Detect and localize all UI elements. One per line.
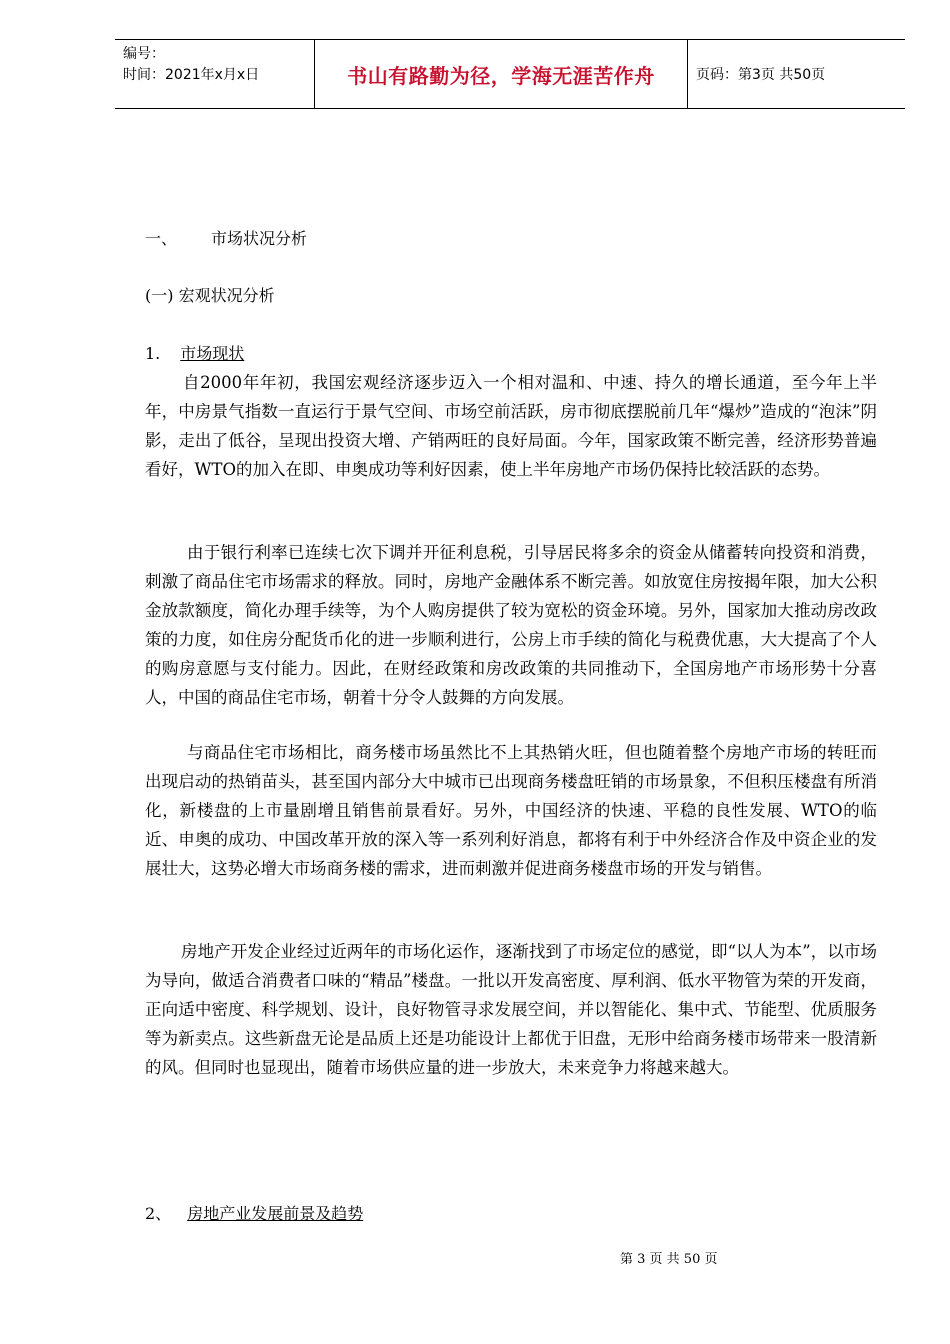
page-footer: 第 3 页 共 50 页 [620, 1252, 718, 1267]
header-motto: 书山有路勤为径，学海无涯苦作舟 [315, 40, 688, 108]
item-heading-1 [145, 341, 244, 364]
number-label: 编号： [123, 46, 165, 62]
item-title: 市场现状 [180, 344, 245, 363]
item-number: 1. [145, 344, 161, 363]
paragraph-2: 由于银行利率已连续七次下调并开征利息税，引导居民将多余的资金从储蓄转向投资和消费，刺激了商品住宅市场需求的释放。同时，房地产金融体系不断完善。如放宽住房按揭年限，加大公积金放款额度，简化办理手续等，为个人购房提供了较为宽松的资金环境。另外，国家加大推动房改政策的力度，如住房分配货币化的进一步顺利进行，公房上市手续的简化与税费优惠，大大提高了个人的购房意愿与支付能力。因此，在财经政策和房改政策的共同推动下，全国房地产市场形势十分喜人，中国的商品住宅市场，朝着十分令人鼓舞的方向发展。 [145, 543, 877, 707]
paragraph-1: 自2000年年初，我国宏观经济逐步迈入一个相对温和、中速、持久的增长通道，至今年上半年，中房景气指数一直运行于景气空间、市场空前活跃，房市彻底摆脱前几年“爆炒”造成的“泡沫”阴影，走出了低谷，呈现出投资大增、产销两旺的良好局面。今年，国家政策不断完善，经济形势普遍看好，WTO的加入在即、申奥成功等利好因素，使上半年房地产市场仍保持比较活跃的态势。 [145, 373, 877, 479]
subsection-heading: (一) 宏观状况分析 [145, 286, 275, 305]
section-heading-1 [145, 226, 307, 249]
item-title: 房地产业发展前景及趋势 [187, 1204, 364, 1223]
time-label: 时间：2021年x月x日 [123, 67, 260, 83]
paragraph-4: 房地产开发企业经过近两年的市场化运作，逐渐找到了市场定位的感觉，即“以人为本”，以市场为导向，做适合消费者口味的“精品”楼盘。一批以开发高密度、厚利润、低水平物管为荣的开发商，正向适中密度、科学规划、设计，良好物管寻求发展空间，并以智能化、集中式、节能型、优质服务等为新卖点。这些新盘无论是品质上还是功能设计上都优于旧盘，无形中给商务楼市场带来一股清新的风。但同时也显现出，随着市场供应量的进一步放大，未来竞争力将越来越大。 [145, 942, 877, 1077]
section-title: 市场状况分析 [211, 229, 308, 248]
item-heading-2 [145, 1201, 363, 1224]
header-meta [115, 40, 315, 108]
section-number: 一、 [145, 229, 178, 248]
paragraph-3: 与商品住宅市场相比，商务楼市场虽然比不上其热销火旺，但也随着整个房地产市场的转旺而出现启动的热销苗头，甚至国内部分大中城市已出现商务楼盘旺销的市场景象，不但积压楼盘有所消化，新楼盘的上市量剧增且销售前景看好。另外，中国经济的快速、平稳的良性发展、WTO的临近、申奥的成功、中国改革开放的深入等一系列利好消息，都将有利于中外经济合作及中资企业的发展壮大，这势必增大市场商务楼的需求，进而刺激并促进商务楼盘市场的开发与销售。 [145, 743, 877, 878]
item-number: 2、 [145, 1204, 172, 1223]
header-page-info: 页码：第3页 共50页 [696, 67, 826, 83]
page-header [115, 39, 905, 109]
